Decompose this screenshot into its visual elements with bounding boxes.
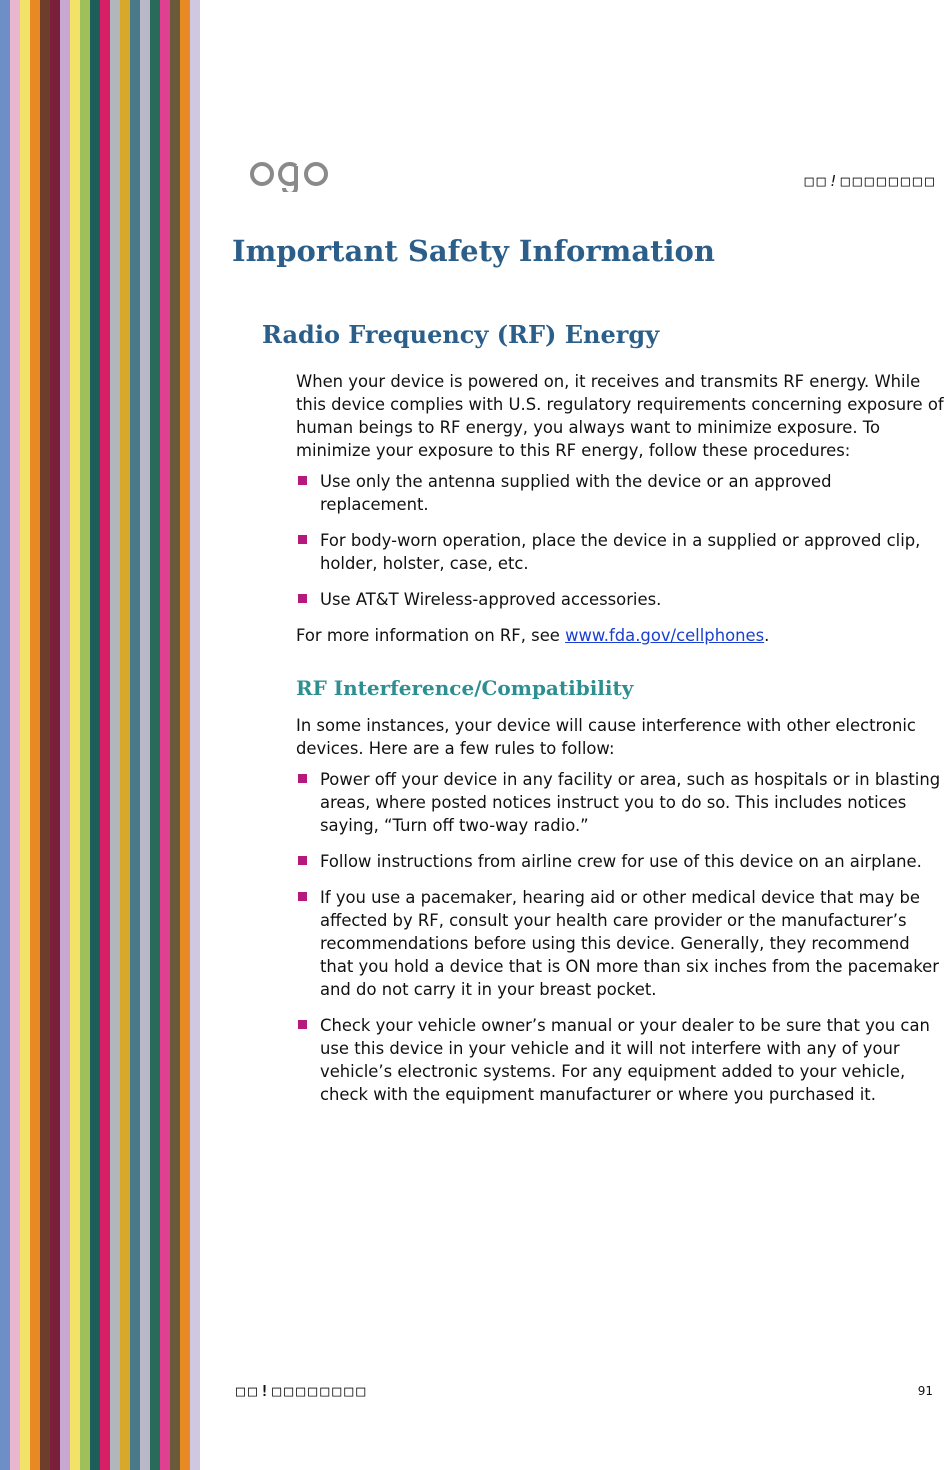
- main-content: [296, 370, 944, 1119]
- section-intro: When your device is powered on, it receives and transmits RF energy. While this device complies with U.S. regulatory requirements concerning exposure of human beings to RF energy, you always want to minimize exposure. To minimize your exposure to this RF energy, follow these procedures:: [296, 372, 944, 460]
- bullet-text: Use AT&T Wireless-approved accessories.: [320, 590, 662, 609]
- stripe: [20, 0, 30, 1470]
- stripe: [180, 0, 190, 1470]
- bullet-icon: [298, 476, 307, 485]
- bullet-icon: [298, 774, 307, 783]
- stripe: [80, 0, 90, 1470]
- stripe: [10, 0, 20, 1470]
- list-item: [296, 588, 944, 611]
- list-item: [296, 850, 944, 873]
- bullet-icon: [298, 856, 307, 865]
- decorative-stripes: [0, 0, 200, 1470]
- fda-link[interactable]: www.fda.gov/cellphones: [565, 626, 765, 645]
- list-item: [296, 886, 944, 1001]
- stripe: [120, 0, 130, 1470]
- stripe: [0, 0, 10, 1470]
- stripe: [50, 0, 60, 1470]
- list-item: [296, 470, 944, 516]
- subsection-bullets: [296, 768, 944, 1106]
- page-number: 91: [917, 1384, 933, 1398]
- bullet-text: Power off your device in any facility or area, such as hospitals or in blasting areas, where posted notices instruct you to do so. This includes notices saying, “Turn off two-way radio.”: [320, 770, 941, 835]
- bullet-icon: [298, 594, 307, 603]
- bullet-text: If you use a pacemaker, hearing aid or other medical device that may be affected by RF, consult your health care provider or the manufacturer’s recommendations before using this device. Generally, they recommend that you hold a device that is ON more than six inches from the pacemaker and do not carry it in your breast pocket.: [320, 888, 939, 999]
- bullet-text: Use only the antenna supplied with the device or an approved replacement.: [320, 472, 832, 514]
- footer-title: □□!□□□□□□□□: [236, 1382, 369, 1400]
- more-info-prefix: For more information on RF, see: [296, 626, 566, 645]
- bullet-icon: [298, 535, 307, 544]
- bullet-text: For body-worn operation, place the device in a supplied or approved clip, holder, holster, case, etc.: [320, 531, 921, 573]
- stripe: [190, 0, 200, 1470]
- stripe: [110, 0, 120, 1470]
- more-info: [296, 624, 944, 647]
- stripe: [150, 0, 160, 1470]
- stripe: [100, 0, 110, 1470]
- section-bullets: [296, 470, 944, 611]
- page-title: Important Safety Information: [232, 234, 715, 268]
- logo-text: ogo: [248, 152, 250, 153]
- stripe: [90, 0, 100, 1470]
- subsection-intro: In some instances, your device will cause interference with other electronic devices. Here are a few rules to follow:: [296, 716, 916, 758]
- list-item: [296, 529, 944, 575]
- list-item: [296, 768, 944, 837]
- list-item: [296, 1014, 944, 1106]
- stripe: [40, 0, 50, 1470]
- bullet-icon: [298, 892, 307, 901]
- stripe: [140, 0, 150, 1470]
- stripe: [170, 0, 180, 1470]
- bullet-text: Follow instructions from airline crew for use of this device on an airplane.: [320, 852, 922, 871]
- stripe: [70, 0, 80, 1470]
- more-info-suffix: .: [764, 626, 770, 645]
- subsection-heading: RF Interference/Compatibility: [296, 676, 634, 700]
- stripe: [30, 0, 40, 1470]
- stripe: [160, 0, 170, 1470]
- header-title: □□!□□□□□□□□: [804, 172, 937, 190]
- ogo-logo: [248, 152, 338, 192]
- section-heading: Radio Frequency (RF) Energy: [262, 320, 660, 349]
- stripe: [60, 0, 70, 1470]
- bullet-text: Check your vehicle owner’s manual or your dealer to be sure that you can use this device in your vehicle and it will not interfere with any of your vehicle’s electronic systems. For any equipment added to your vehicle, check with the equipment manufacturer or where you purchased it.: [320, 1016, 930, 1104]
- bullet-icon: [298, 1020, 307, 1029]
- stripe: [130, 0, 140, 1470]
